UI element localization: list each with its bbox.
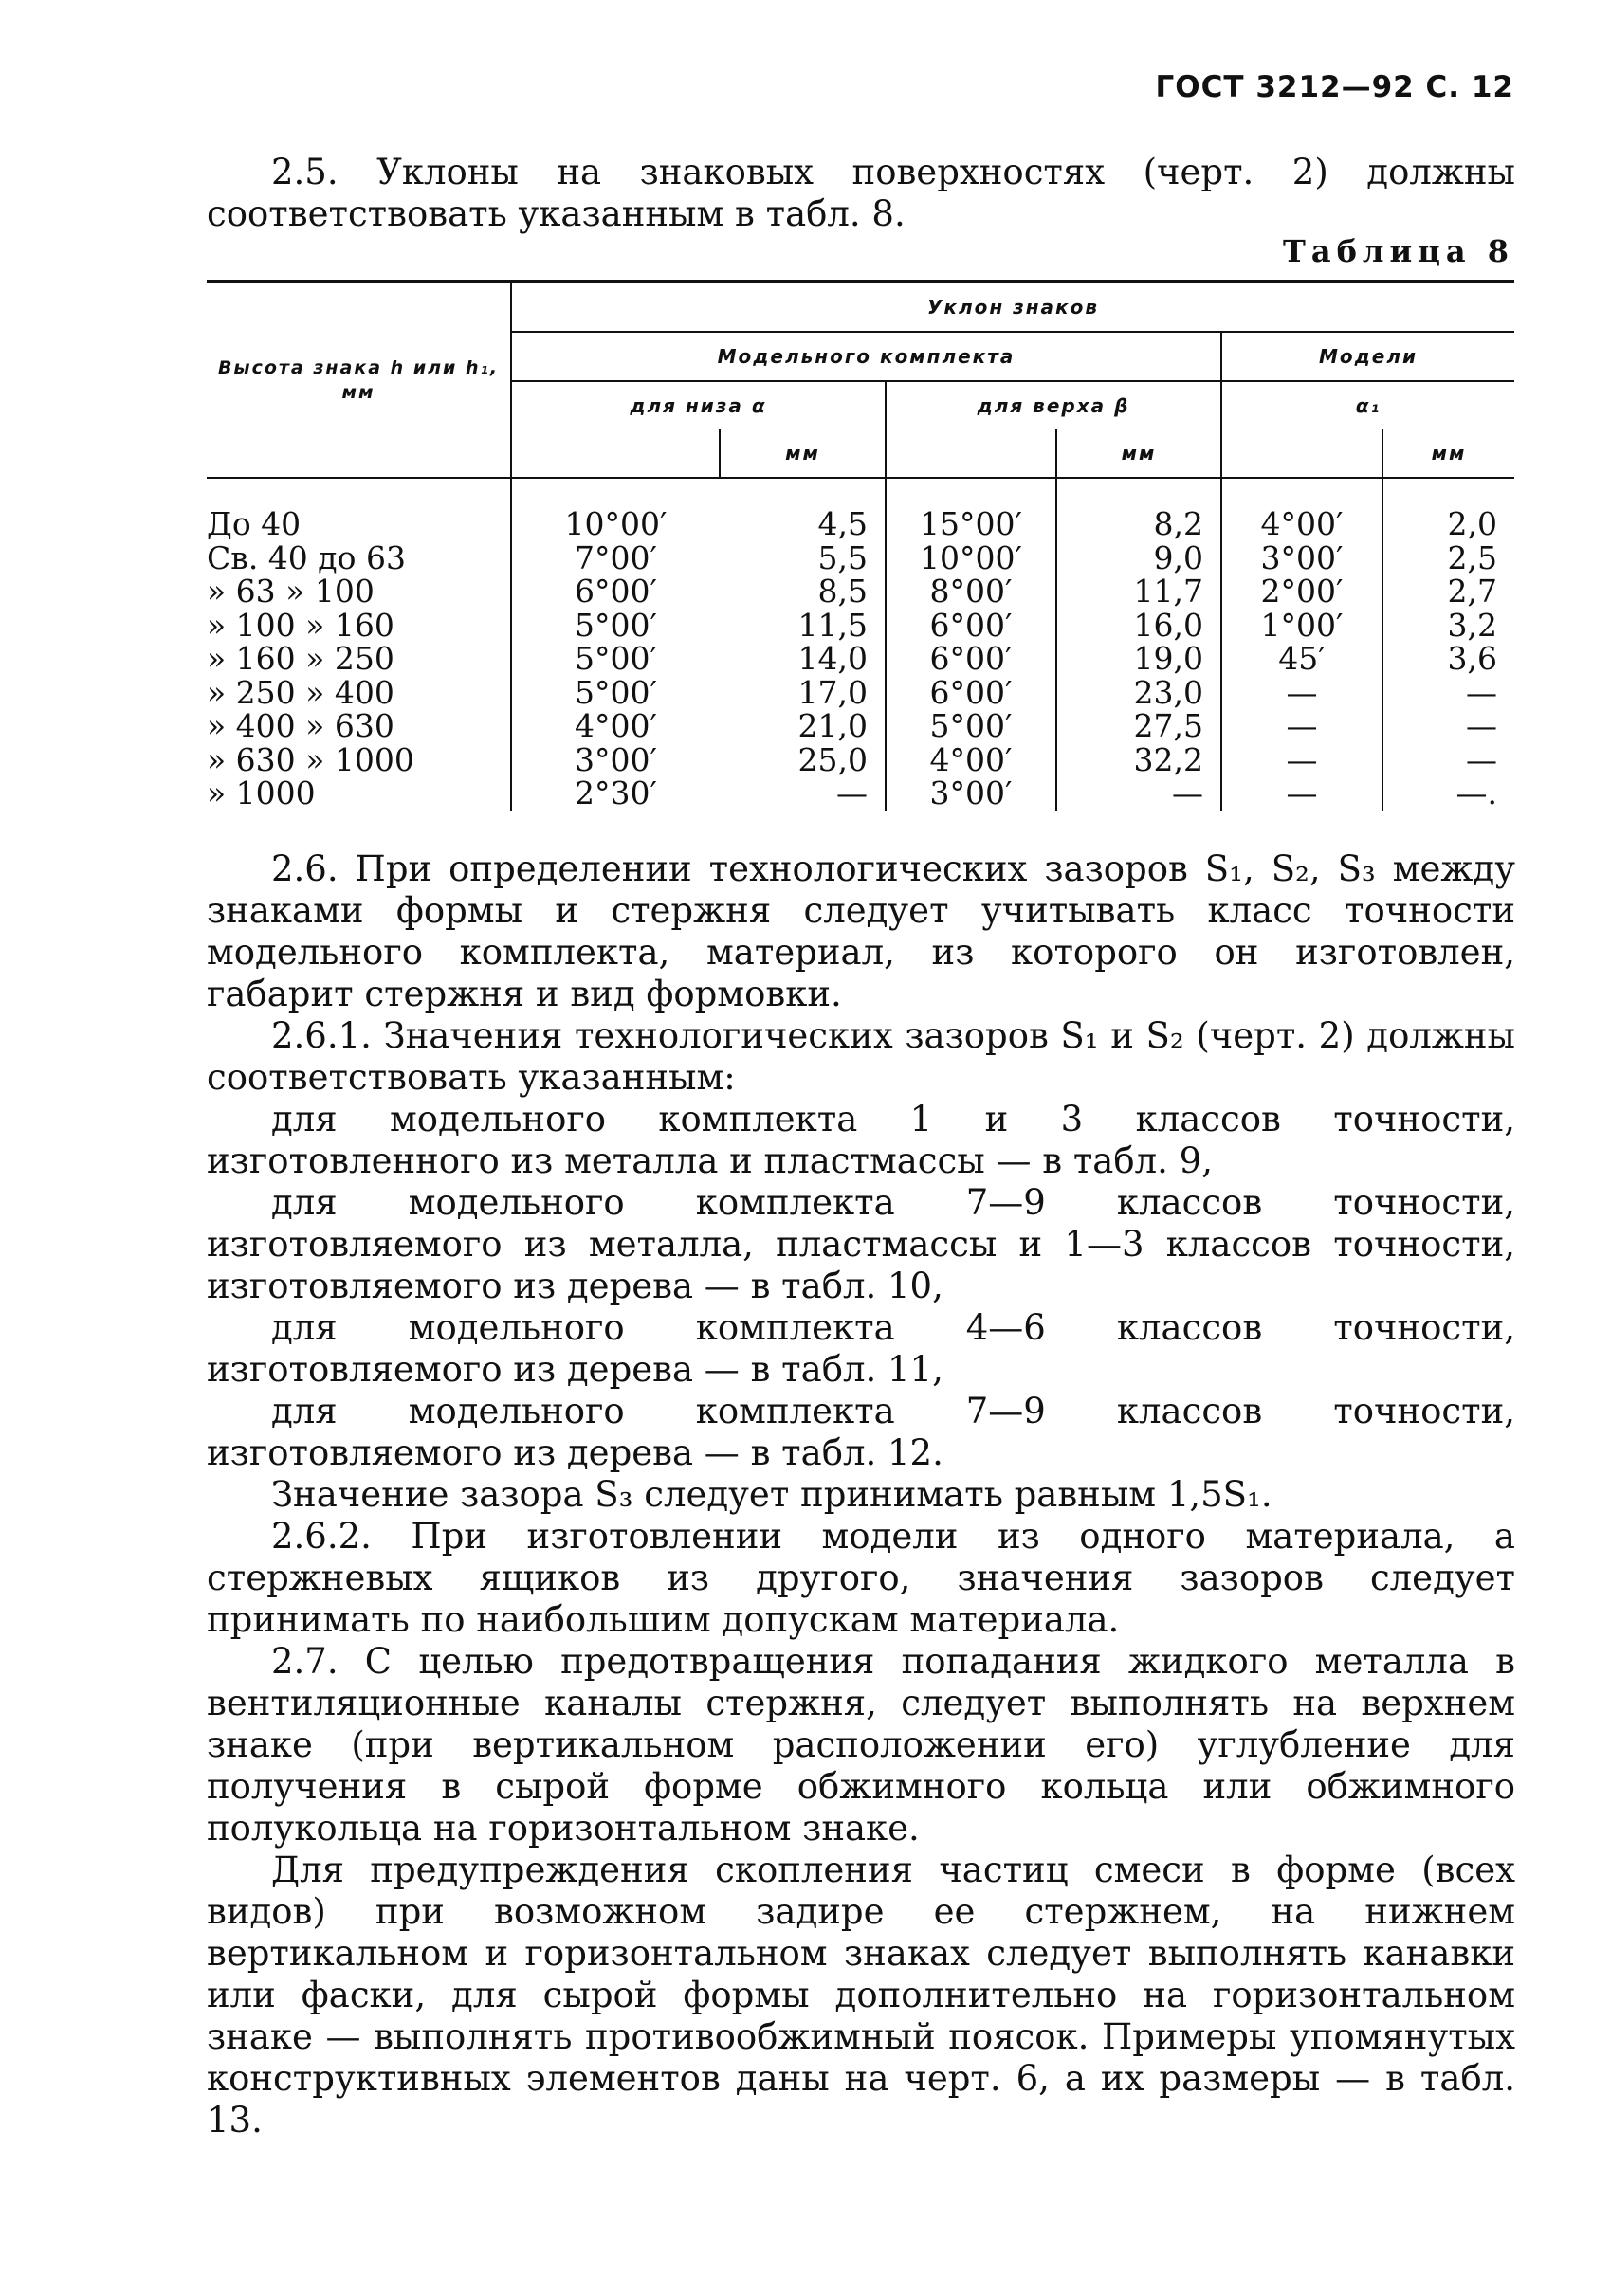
head-mm: мм bbox=[720, 429, 886, 478]
cell-beta: 15°00′ bbox=[886, 478, 1056, 541]
cell-alpha1-mm: 2,0 bbox=[1382, 478, 1514, 541]
table-row bbox=[207, 709, 1514, 743]
cell-height: » 1000 bbox=[207, 774, 316, 811]
cell-alpha1-mm: 3,2 bbox=[1382, 609, 1514, 643]
paragraph: для модельного комплекта 4—6 классов точности, изготовляемого из дерева — в табл. 11, bbox=[207, 1307, 1515, 1390]
paragraph: Для предупреждения скопления частиц смеси в форме (всех видов) при возможном задире ее стержнем, на нижнем вертикальном и горизонтальном знаках следует выполнять канавки или фаски, для сырой формы дополнительно на горизонтальном знаке — выполнять противообжимный поясок. Примеры упомянутых конструктивных элементов даны на черт. 6, а их размеры — в табл. 13. bbox=[207, 1850, 1515, 2141]
cell-alpha1-mm: 2,7 bbox=[1382, 574, 1514, 609]
cell-alpha1: — bbox=[1221, 743, 1382, 777]
cell-alpha-mm: 14,0 bbox=[797, 640, 868, 677]
cell-height: » 160 » 250 bbox=[207, 640, 394, 677]
paragraph: 2.6.2. При изготовлении модели из одного материала, а стержневых ящиков из другого, значения зазоров следует принимать по наибольшим допускам материала. bbox=[207, 1516, 1515, 1640]
cell-height: » 630 » 1000 bbox=[207, 740, 414, 778]
cell-alpha1: — bbox=[1221, 776, 1382, 811]
paragraph: Значение зазора S₃ следует принимать равным 1,5S₁. bbox=[271, 1474, 1272, 1515]
cell-alpha1: 3°00′ bbox=[1221, 541, 1382, 575]
cell-alpha: 6°00′ bbox=[511, 574, 720, 609]
head-model: Модели bbox=[1221, 332, 1514, 381]
cell-beta: 6°00′ bbox=[886, 676, 1056, 710]
cell-beta-mm: — bbox=[1056, 776, 1221, 811]
cell-beta-mm: 16,0 bbox=[1056, 609, 1221, 643]
cell-height: » 250 » 400 bbox=[207, 673, 394, 711]
cell-height: » 63 » 100 bbox=[207, 573, 375, 610]
head-slope: Уклон знаков bbox=[511, 282, 1514, 332]
cell-beta-mm: 19,0 bbox=[1056, 642, 1221, 676]
head-mm: мм bbox=[1382, 429, 1514, 478]
cell-alpha: 7°00′ bbox=[511, 541, 720, 575]
cell-beta: 4°00′ bbox=[886, 743, 1056, 777]
cell-alpha1-mm: —. bbox=[1382, 776, 1514, 811]
cell-alpha1-mm: — bbox=[1382, 676, 1514, 710]
paragraph: для модельного комплекта 1 и 3 классов точности, изготовленного из металла и пластмассы — в табл. 9, bbox=[207, 1099, 1515, 1181]
cell-beta: 10°00′ bbox=[886, 541, 1056, 575]
table-row bbox=[207, 743, 1514, 777]
cell-alpha1-mm: — bbox=[1382, 743, 1514, 777]
paragraph: для модельного комплекта 7—9 классов точности, изготовляемого из дерева — в табл. 12. bbox=[207, 1391, 1515, 1473]
cell-alpha: 4°00′ bbox=[511, 709, 720, 743]
paragraph: для модельного комплекта 7—9 классов точности, изготовляемого из металла, пластмассы и 1—3 классов точности, изготовляемого из дерева — в табл. 10, bbox=[207, 1182, 1515, 1306]
cell-alpha1: 1°00′ bbox=[1221, 609, 1382, 643]
cell-alpha1: — bbox=[1221, 676, 1382, 710]
head-height: Высота знака h или h₁, мм bbox=[207, 282, 511, 478]
page-header: ГОСТ 3212—92 С. 12 bbox=[1155, 70, 1514, 104]
cell-beta: 8°00′ bbox=[886, 574, 1056, 609]
table-row bbox=[207, 776, 1514, 811]
table-row bbox=[207, 574, 1514, 609]
cell-alpha1: 45′ bbox=[1221, 642, 1382, 676]
table-row bbox=[207, 676, 1514, 710]
cell-beta-mm: 27,5 bbox=[1056, 709, 1221, 743]
cell-alpha-mm: 11,5 bbox=[797, 606, 868, 644]
cell-beta-mm: 23,0 bbox=[1056, 676, 1221, 710]
head-top: для верха β bbox=[886, 381, 1221, 429]
cell-height: До 40 bbox=[207, 505, 302, 542]
cell-alpha: 3°00′ bbox=[511, 743, 720, 777]
cell-alpha1: 4°00′ bbox=[1221, 478, 1382, 541]
head-bottom: для низа α bbox=[511, 381, 886, 429]
para-2-5: 2.5. Уклоны на знаковых поверхностях (черт. 2) должны соответствовать указанным в табл. 8. bbox=[207, 152, 1515, 234]
paragraph: 2.7. С целью предотвращения попадания жидкого металла в вентиляционные каналы стержня, следует выполнять на верхнем знаке (при вертикальном расположении его) углубление для получения в сырой форме обжимного кольца или обжимного полукольца на горизонтальном знаке. bbox=[207, 1641, 1515, 1849]
cell-alpha-mm: 17,0 bbox=[797, 673, 868, 711]
head-mm: мм bbox=[1056, 429, 1221, 478]
cell-alpha: 2°30′ bbox=[511, 776, 720, 811]
slope-table bbox=[207, 280, 1514, 811]
cell-alpha1: — bbox=[1221, 709, 1382, 743]
cell-alpha-mm: 25,0 bbox=[797, 740, 868, 778]
table-row bbox=[207, 478, 1514, 541]
cell-beta-mm: 32,2 bbox=[1056, 743, 1221, 777]
paragraph: 2.6.1. Значения технологических зазоров S₁ и S₂ (черт. 2) должны соответствовать указанным: bbox=[207, 1015, 1515, 1098]
table-row bbox=[207, 541, 1514, 575]
cell-alpha1-mm: 2,5 bbox=[1382, 541, 1514, 575]
cell-beta: 3°00′ bbox=[886, 776, 1056, 811]
head-model-set: Модельного комплекта bbox=[511, 332, 1221, 381]
cell-alpha1-mm: 3,6 bbox=[1382, 642, 1514, 676]
table-caption: Таблица 8 bbox=[1283, 233, 1514, 269]
cell-beta-mm: 11,7 bbox=[1056, 574, 1221, 609]
cell-beta: 5°00′ bbox=[886, 709, 1056, 743]
cell-beta-mm: 8,2 bbox=[1056, 478, 1221, 541]
cell-beta: 6°00′ bbox=[886, 642, 1056, 676]
cell-alpha-mm: 21,0 bbox=[797, 707, 868, 744]
cell-alpha: 5°00′ bbox=[511, 609, 720, 643]
cell-alpha1-mm: — bbox=[1382, 709, 1514, 743]
table-row bbox=[207, 642, 1514, 676]
cell-height: » 100 » 160 bbox=[207, 606, 394, 644]
table-row bbox=[207, 609, 1514, 643]
cell-alpha-mm: 8,5 bbox=[817, 573, 868, 610]
cell-beta: 6°00′ bbox=[886, 609, 1056, 643]
cell-alpha: 5°00′ bbox=[511, 676, 720, 710]
paragraph: 2.6. При определении технологических зазоров S₁, S₂, S₃ между знаками формы и стержня следует учитывать класс точности модельного комплекта, материал, из которого он изготовлен, габарит стержня и вид формовки. bbox=[207, 848, 1515, 1014]
cell-height: Св. 40 до 63 bbox=[207, 538, 406, 576]
cell-alpha-mm: 5,5 bbox=[817, 538, 868, 576]
cell-beta-mm: 9,0 bbox=[1056, 541, 1221, 575]
cell-alpha-mm: 4,5 bbox=[817, 505, 868, 542]
cell-alpha: 10°00′ bbox=[511, 478, 720, 541]
cell-alpha-mm: — bbox=[836, 774, 868, 811]
cell-alpha1: 2°00′ bbox=[1221, 574, 1382, 609]
cell-alpha: 5°00′ bbox=[511, 642, 720, 676]
head-alpha1: α₁ bbox=[1221, 381, 1514, 429]
cell-height: » 400 » 630 bbox=[207, 707, 394, 744]
